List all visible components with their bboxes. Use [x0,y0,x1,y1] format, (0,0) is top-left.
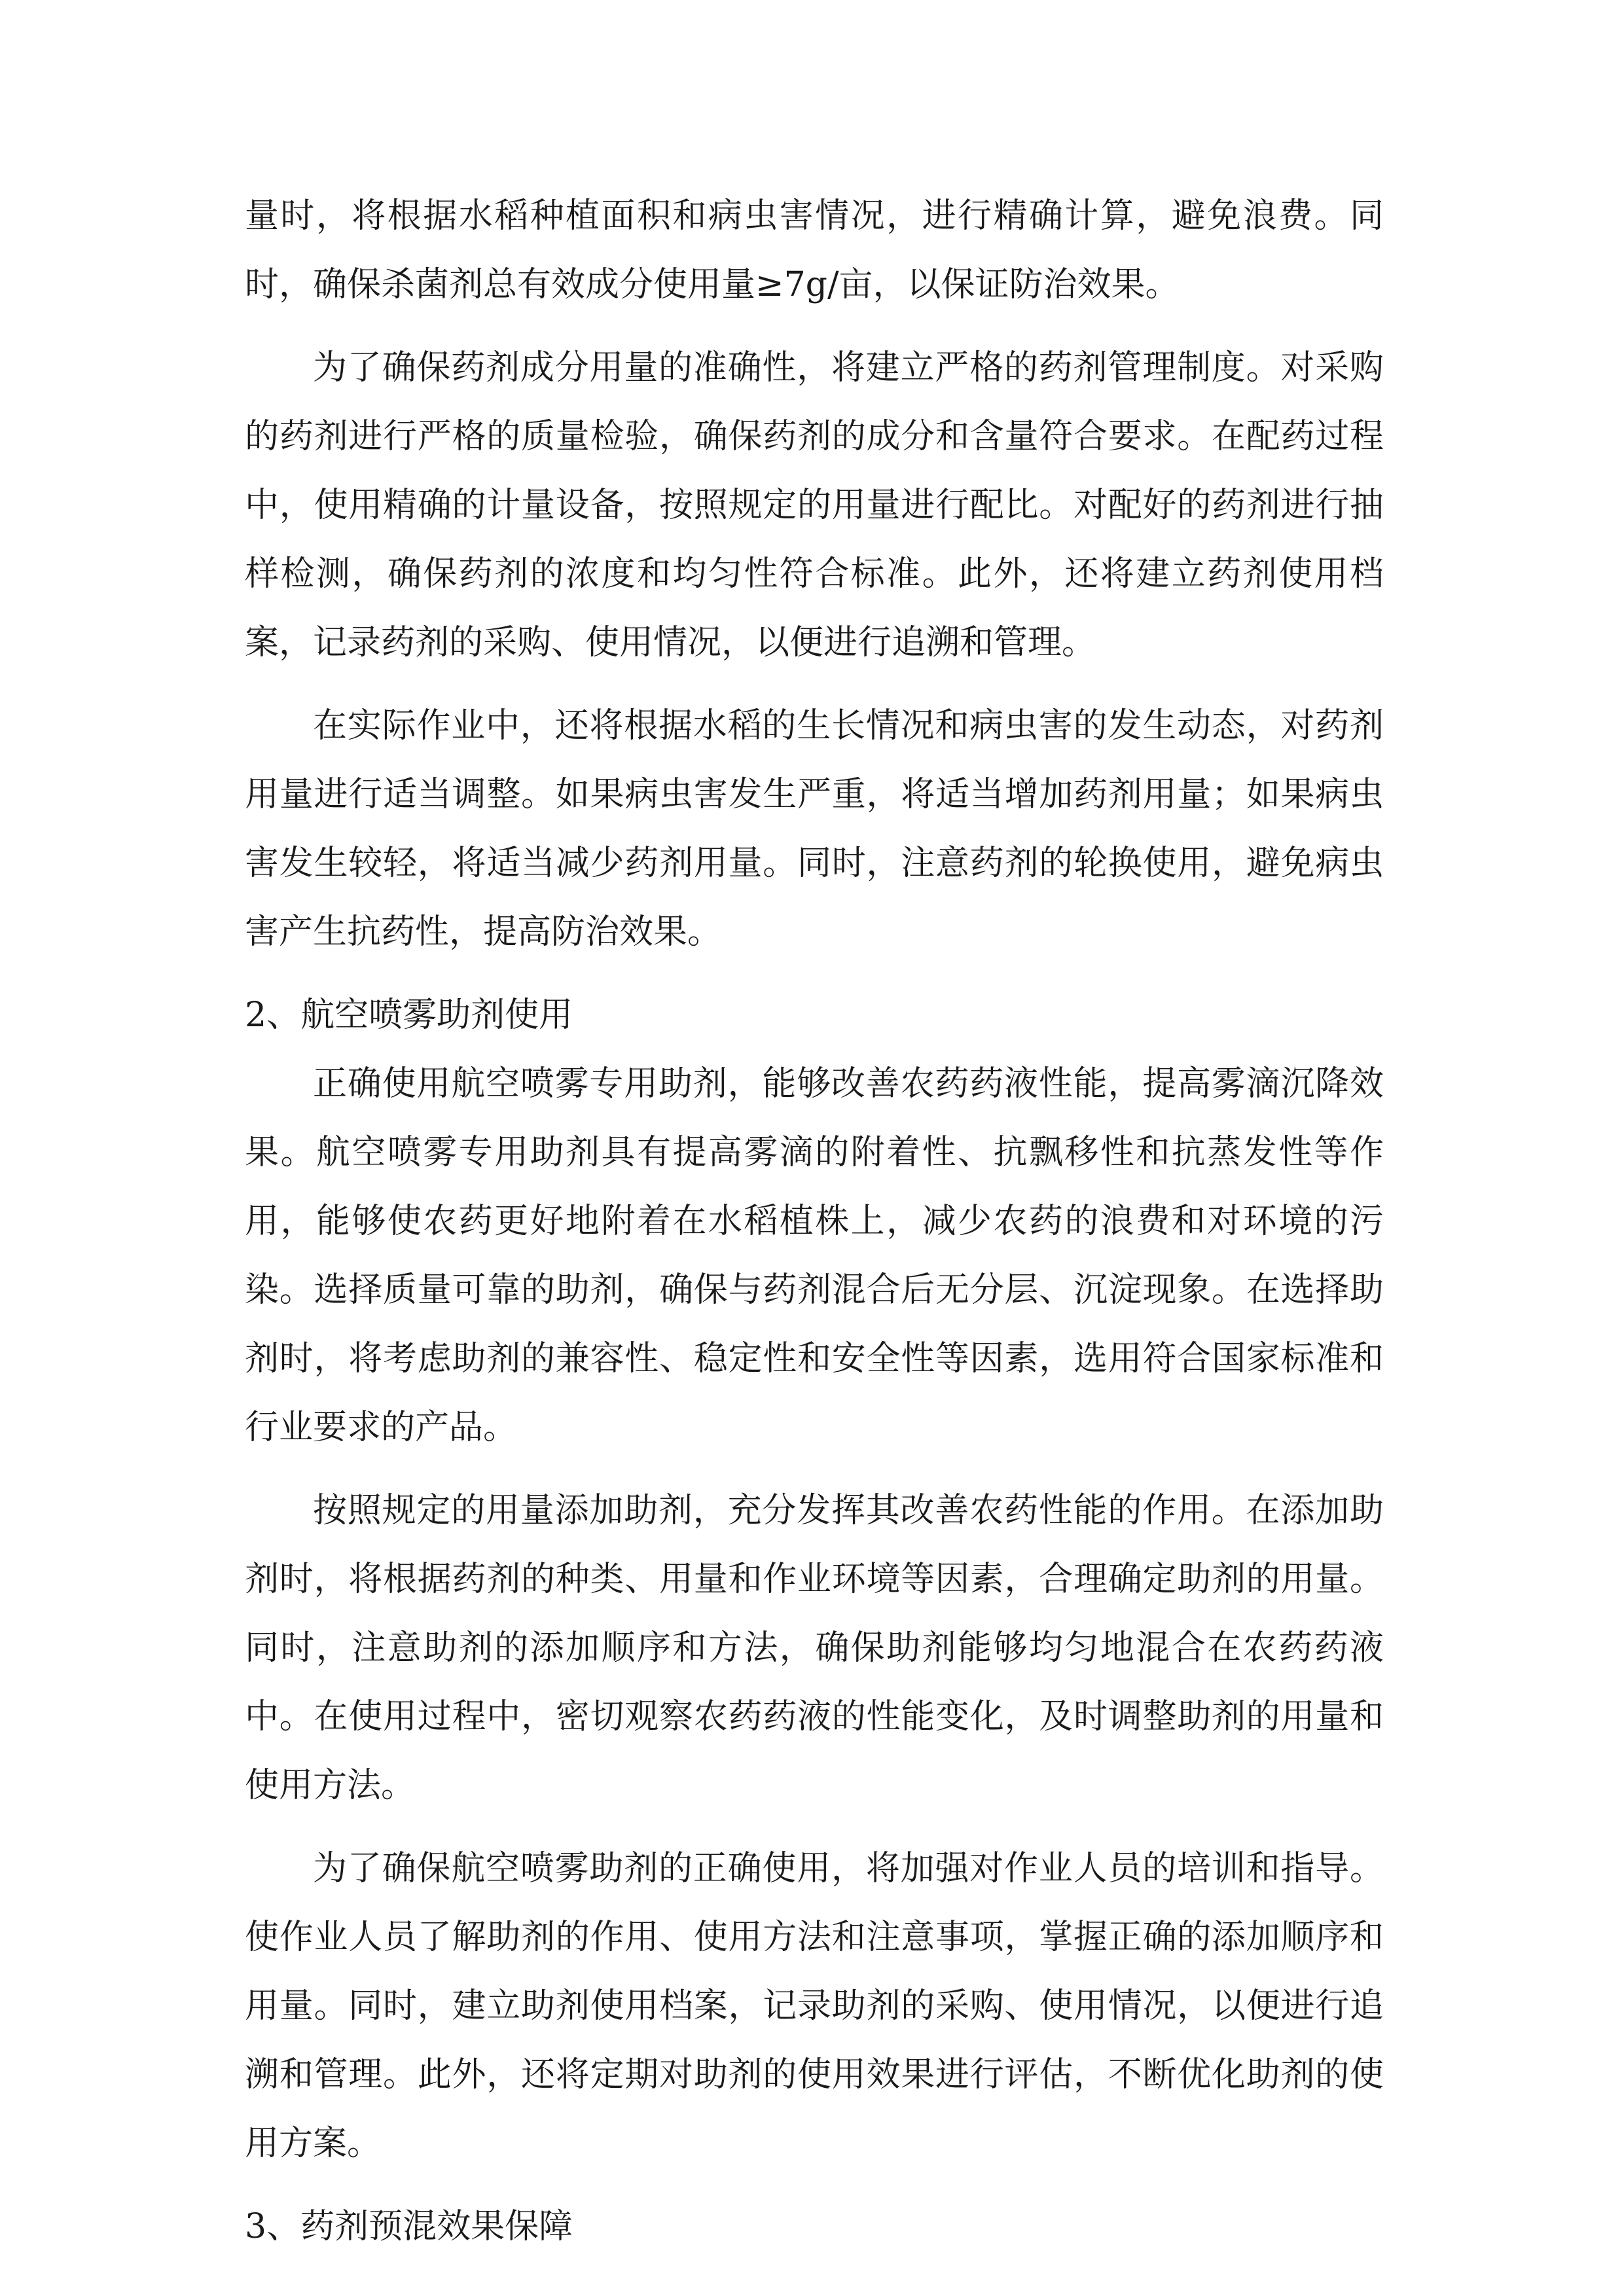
section-heading: 3、药剂预混效果保障 [245,2207,573,2246]
document-body [245,182,1384,2261]
paragraph: 正确使用航空喷雾专用助剂，能够改善农药药液性能，提高雾滴沉降效果。航空喷雾专用助剂具有提高雾滴的附着性、抗飘移性和抗蒸发性等作用，能够使农药更好地附着在水稻植株上，减少农药的浪费和对环境的污染。选择质量可靠的助剂，确保与药剂混合后无分层、沉淀现象。在选择助剂时，将考虑助剂的兼容性、稳定性和安全性等因素，选用符合国家标准和行业要求的产品。 [245,1064,1384,1447]
paragraph: 按照规定的用量添加助剂，充分发挥其改善农药性能的作用。在添加助剂时，将根据药剂的种类、用量和作业环境等因素，合理确定助剂的用量。同时，注意助剂的添加顺序和方法，确保助剂能够均匀地混合在农药药液中。在使用过程中，密切观察农药药液的性能变化，及时调整助剂的用量和使用方法。 [245,1491,1384,1805]
paragraph: 为了确保药剂成分用量的准确性，将建立严格的药剂管理制度。对采购的药剂进行严格的质量检验，确保药剂的成分和含量符合要求。在配药过程中，使用精确的计量设备，按照规定的用量进行配比。对配好的药剂进行抽样检测，确保药剂的浓度和均匀性符合标准。此外，还将建立药剂使用档案，记录药剂的采购、使用情况，以便进行追溯和管理。 [245,348,1384,662]
paragraph-continued: 量时，将根据水稻种植面积和病虫害情况，进行精确计算，避免浪费。同时，确保杀菌剂总有效成分使用量≥7g/亩，以保证防治效果。 [245,196,1384,304]
paragraph: 为了确保航空喷雾助剂的正确使用，将加强对作业人员的培训和指导。使作业人员了解助剂的作用、使用方法和注意事项，掌握正确的添加顺序和用量。同时，建立助剂使用档案，记录助剂的采购、使用情况，以便进行追溯和管理。此外，还将定期对助剂的使用效果进行评估，不断优化助剂的使用方案。 [245,1849,1384,2163]
section-heading: 2、航空喷雾助剂使用 [245,996,573,1035]
paragraph: 在实际作业中，还将根据水稻的生长情况和病虫害的发生动态，对药剂用量进行适当调整。如果病虫害发生严重，将适当增加药剂用量；如果病虫害发生较轻，将适当减少药剂用量。同时，注意药剂的轮换使用，避免病虫害产生抗药性，提高防治效果。 [245,706,1384,952]
